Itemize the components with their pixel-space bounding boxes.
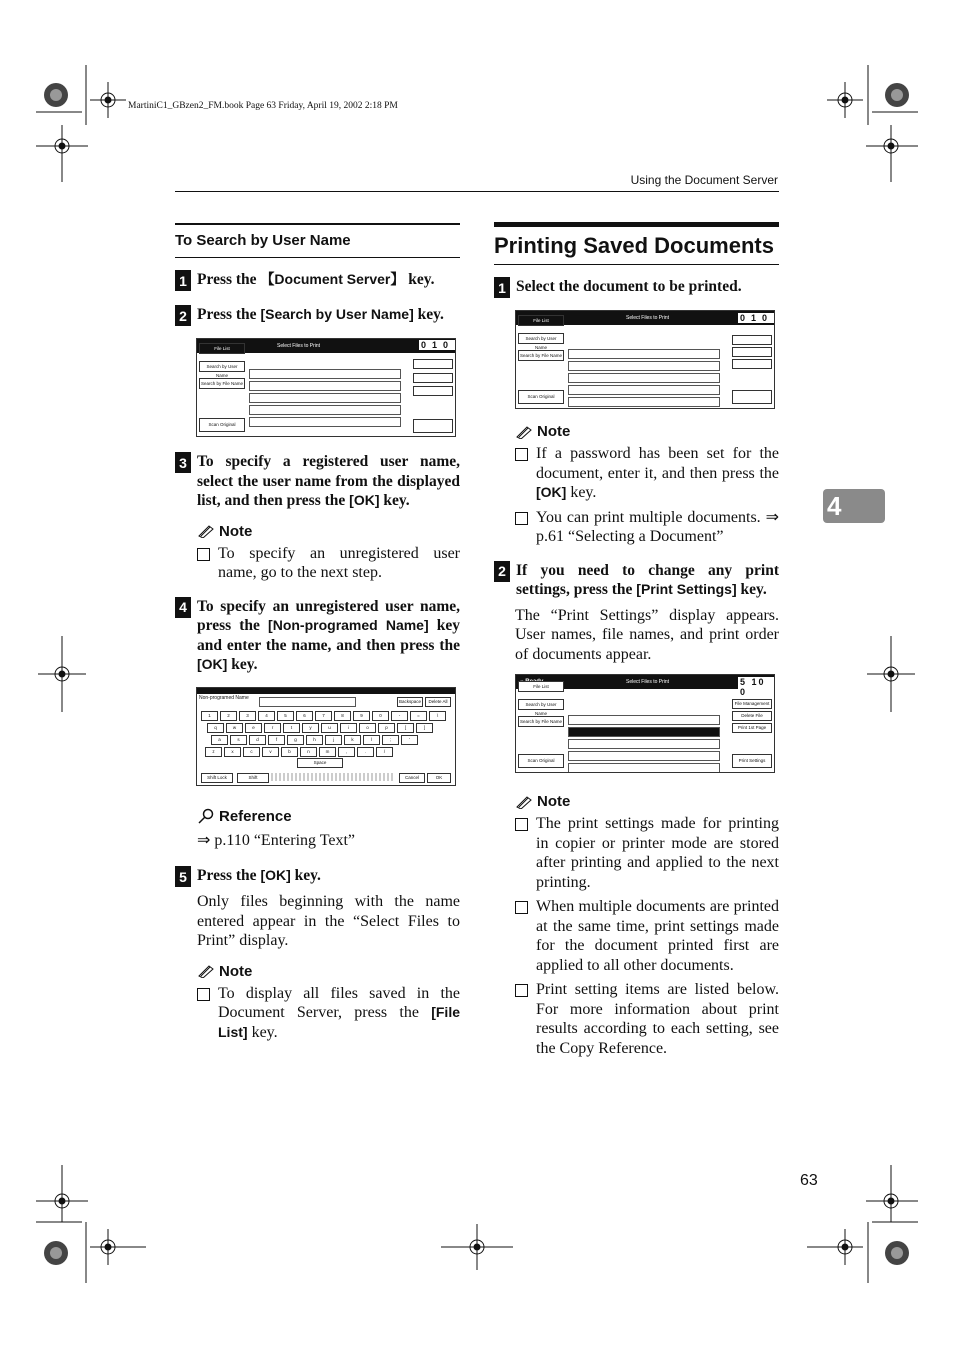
checkbox-bullet: [197, 548, 210, 561]
note-item: key.: [566, 484, 597, 501]
keyboard-key: l: [363, 735, 380, 745]
note-2: [197, 963, 460, 1043]
note-item: When multiple documents are printed at the same time, print settings made for the document printed first are applied to all other documents.: [536, 898, 779, 974]
keyboard-key: ,: [338, 747, 355, 757]
delete-file-button: Delete File: [732, 711, 772, 721]
search-user-button: Search by User Name: [518, 699, 564, 710]
shift-key: Shift: [237, 773, 269, 783]
key-label: [Non-programed Name]: [268, 617, 429, 633]
screen-select-files-2: File List Select Files to Print Search by User Name Search by File Name Scan Original 010: [515, 310, 775, 409]
keyboard-key: 7: [315, 711, 332, 721]
cancel-key: Cancel: [399, 773, 425, 783]
search-file-button: Search by File Name: [518, 350, 564, 361]
note-title: Note: [219, 522, 253, 540]
keyboard-key: g: [287, 735, 304, 745]
file-management-button: File Management: [732, 699, 772, 709]
keyboard-key: 5: [277, 711, 294, 721]
key-label: [OK]: [349, 492, 380, 508]
left-column: [175, 223, 460, 1042]
keyboard-key: c: [243, 747, 260, 757]
step-number: 2: [494, 561, 510, 582]
keyboard-key: i: [340, 723, 357, 733]
step-2: [175, 305, 460, 326]
print-settings-button: Print Settings: [732, 754, 772, 768]
key-label: [File List]: [218, 1004, 460, 1040]
note-title: Note: [537, 423, 571, 440]
search-file-button: Search by File Name: [518, 716, 564, 727]
keyboard-key: /: [376, 747, 393, 757]
chapter-tab: 4: [823, 489, 885, 523]
note-2: [515, 793, 779, 1058]
note-item: The print settings made for printing in copier or printer mode are stored after printing and applied to the next printing.: [536, 815, 779, 891]
checkbox-bullet: [515, 512, 528, 525]
note-title: Note: [537, 793, 571, 810]
step-text: key.: [413, 306, 444, 323]
checkbox-bullet: [515, 448, 528, 461]
step-number: 5: [175, 866, 191, 887]
step-text: Press the: [197, 271, 261, 288]
key-label: [Print Settings]: [636, 581, 737, 597]
keyboard-key: 8: [334, 711, 351, 721]
keyboard-key: j: [325, 735, 342, 745]
screen-keyboard: [196, 687, 456, 786]
screen-title: Select Files to Print: [626, 315, 670, 321]
key-label: [OK]: [536, 484, 567, 500]
file-list-button: File List: [518, 315, 564, 326]
note-title: Note: [219, 962, 253, 980]
delete-all-key: Delete All: [425, 697, 451, 707]
step-2: [494, 561, 779, 600]
note-1: [197, 523, 460, 583]
keyboard-key: a: [211, 735, 228, 745]
key-label: 【Document Server】: [260, 271, 405, 287]
backspace-key: Backspace: [397, 697, 423, 707]
shift-lock-key: Shift Lock: [201, 773, 233, 783]
note-item: key.: [247, 1023, 278, 1041]
crop-mark-text: MartiniC1_GBzen2_FM.book Page 63 Friday, April 19, 2002 2:18 PM: [128, 101, 398, 111]
keyboard-key: n: [300, 747, 317, 757]
keyboard-key: b: [281, 747, 298, 757]
step-text: key.: [404, 271, 435, 288]
step-body: Only files beginning with the name entered appear in the “Select Files to Print” display.: [197, 893, 460, 949]
magnifier-icon: [197, 808, 215, 824]
keyboard-key: w: [226, 723, 243, 733]
step-1: [175, 270, 460, 291]
keyboard-key: ': [401, 735, 418, 745]
keyboard-key: q: [207, 723, 224, 733]
keyboard-key: e: [245, 723, 262, 733]
checkbox-bullet: [515, 984, 528, 997]
keyboard-key: 9: [353, 711, 370, 721]
file-list-button: File List: [518, 681, 564, 692]
keyboard-key: -: [391, 711, 408, 721]
note-item: To specify an unregistered user name, go to the next step.: [218, 544, 460, 581]
section-title-search: To Search by User Name: [175, 232, 351, 249]
keyboard-key: p: [378, 723, 395, 733]
key-label: [OK]: [260, 867, 291, 883]
step-body: The “Print Settings” display appears. User names, file names, and print order of documents appear.: [515, 606, 779, 663]
checkbox-bullet: [515, 818, 528, 831]
screen-select-files: File List Select Files to Print Search by User Name Search by File Name Scan Original 010: [196, 338, 456, 437]
keyboard-key: h: [306, 735, 323, 745]
keyboard-key: u: [321, 723, 338, 733]
pencil-icon: [197, 524, 215, 538]
keyboard-key: 4: [258, 711, 275, 721]
checkbox-bullet: [515, 901, 528, 914]
keyboard-key: ;: [382, 735, 399, 745]
checkbox-bullet: [197, 988, 210, 1001]
note-1: [515, 423, 779, 547]
step-text: Press the: [197, 867, 261, 884]
file-list-button: File List: [199, 343, 245, 354]
step-number: 2: [175, 305, 191, 326]
step-number: 4: [175, 597, 191, 618]
pencil-icon: [197, 964, 215, 978]
search-user-button: Search by User Name: [199, 361, 245, 372]
ok-key: OK: [427, 773, 451, 783]
step-text: key.: [227, 656, 258, 673]
keyboard-key: z: [205, 747, 222, 757]
reference-title: Reference: [219, 807, 292, 825]
keyboard-key: d: [249, 735, 266, 745]
reference-text: ⇒ p.110 “Entering Text”: [197, 831, 356, 849]
keyboard-key: [: [397, 723, 414, 733]
step-text: key and enter the name, and then press the: [197, 617, 460, 654]
keyboard-key: t: [283, 723, 300, 733]
keyboard-key: 2: [220, 711, 237, 721]
note-item: If a password has been set for the document, enter it, and then press the: [536, 445, 779, 482]
step-text: If you need to change any print settings, press the: [516, 561, 779, 598]
step-text: key.: [736, 581, 767, 598]
keyboard-key: =: [410, 711, 427, 721]
step-number: 1: [494, 277, 510, 298]
keyboard-key: .: [357, 747, 374, 757]
space-key: Space: [297, 758, 343, 768]
keyboard-key: m: [319, 747, 336, 757]
keyboard-key: 6: [296, 711, 313, 721]
keyboard-key: ]: [416, 723, 433, 733]
scan-original-button: Scan Original: [199, 418, 245, 432]
reference-box: [197, 808, 460, 851]
step-text: Press the: [197, 306, 261, 323]
keyboard-key: o: [359, 723, 376, 733]
section-title-printing: Printing Saved Documents: [494, 233, 774, 258]
step-text: To specify a registered user name, select the user name from the displayed list, and then press the: [197, 453, 460, 509]
note-item: You can print multiple documents. ⇒ p.61 “Selecting a Document”: [536, 508, 779, 545]
screen-title: Select Files to Print: [277, 343, 321, 349]
note-item: To display all files saved in the Document Server, press the: [218, 984, 460, 1021]
keyboard-key: v: [262, 747, 279, 757]
keyboard-key: s: [230, 735, 247, 745]
keyboard-key: f: [268, 735, 285, 745]
header-rule: [175, 191, 779, 192]
screen-print-settings: Select Files to Print File List Search by User Name Search by File Name Scan Original File Management Delete File Print 1st Page Print Settings 5 10 0: [515, 674, 775, 773]
right-column: [494, 222, 779, 1058]
step-text: key.: [290, 867, 321, 884]
scan-original-button: Scan Original: [518, 754, 564, 768]
running-header: Using the Document Server: [630, 173, 778, 187]
step-text: Select the document to be printed.: [516, 278, 742, 295]
step-text: key.: [379, 492, 410, 509]
pencil-icon: [515, 795, 533, 809]
step-4: [175, 597, 460, 675]
print-first-page-button: Print 1st Page: [732, 723, 772, 733]
step-number: 3: [175, 452, 191, 473]
step-text: To specify an unregistered user name, press the: [197, 597, 460, 634]
search-user-button: Search by User Name: [518, 333, 564, 344]
step-1: [494, 277, 779, 298]
keyboard-key: 0: [372, 711, 389, 721]
key-label: [Search by User Name]: [260, 306, 414, 322]
step-number: 1: [175, 270, 191, 291]
note-item: Print setting items are listed below. For more information about print results according to each setting, see the Copy Reference.: [536, 981, 779, 1057]
step-3: [175, 452, 460, 511]
keyboard-key: 3: [239, 711, 256, 721]
keyboard-key: x: [224, 747, 241, 757]
search-file-button: Search by File Name: [199, 378, 245, 389]
screen-title: Select Files to Print: [626, 679, 670, 685]
keyboard-key: y: [302, 723, 319, 733]
step-5: [175, 866, 460, 887]
keyboard-key: r: [264, 723, 281, 733]
key-label: [OK]: [197, 656, 228, 672]
keyboard-title: Non-programed Name: [199, 694, 249, 701]
keyboard-key: 1: [201, 711, 218, 721]
page-number: 63: [800, 1172, 818, 1189]
scan-original-button: Scan Original: [518, 390, 564, 404]
pencil-icon: [515, 425, 533, 439]
keyboard-key: k: [344, 735, 361, 745]
keyboard-key: \: [429, 711, 446, 721]
